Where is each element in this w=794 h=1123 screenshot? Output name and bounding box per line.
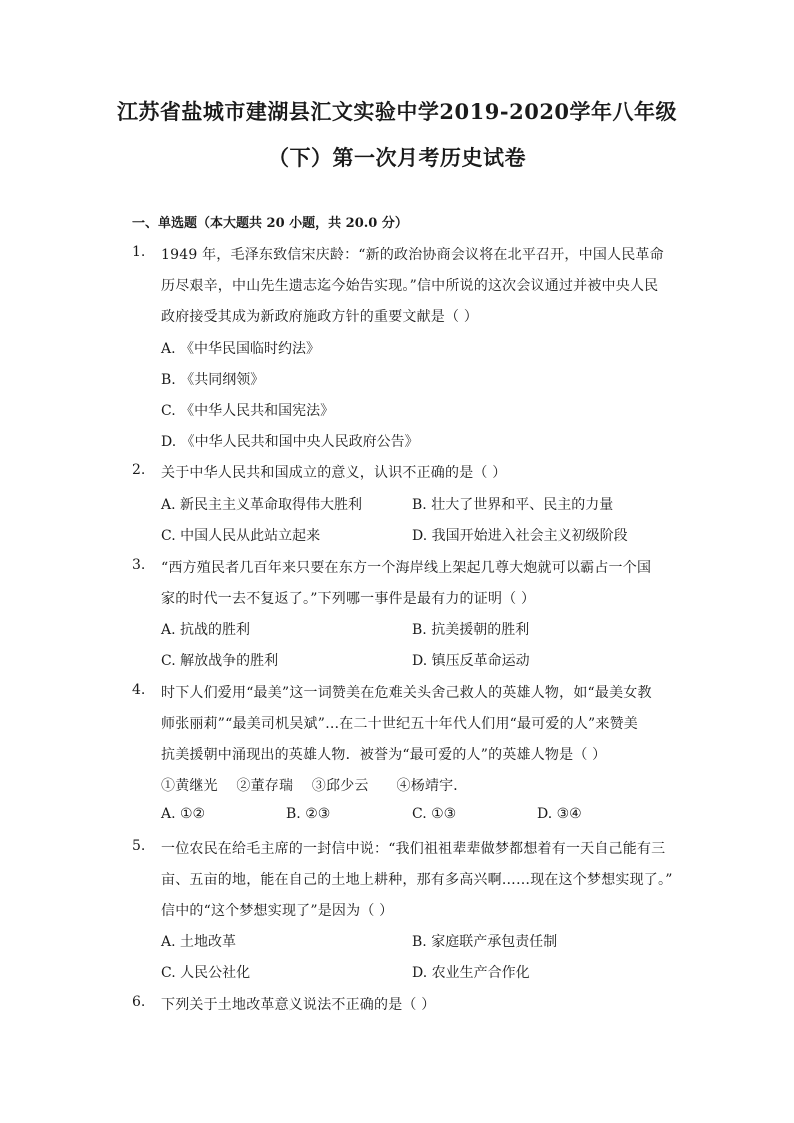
question-text-line: 1949 年，毛泽东致信宋庆龄：“新的政治协商会议将在北平召开，中国人民革命 (161, 247, 664, 263)
option-d: D. ③④ (537, 806, 582, 822)
option-b: B. 壮大了世界和平、民主的力量 (412, 497, 614, 513)
option-c: C. 解放战争的胜利 (161, 653, 279, 669)
question-text-line: 关于中华人民共和国成立的意义，认识不正确的是（ ） (161, 465, 507, 481)
question-number: 5. (132, 838, 146, 854)
option-a: A. 新民主主义革命取得伟大胜利 (161, 497, 363, 513)
option-c: C. 《中华人民共和国宪法》 (161, 403, 335, 419)
option-a: A. 土地改革 (161, 934, 237, 950)
question-text-line: 时下人们爱用“最美”这一词赞美在危难关头舍己救人的英雄人物，如“最美女教 (161, 685, 652, 701)
option-d: D. 我国开始进入社会主义初级阶段 (412, 528, 628, 544)
question-text-line: 抗美援朝中涌现出的英雄人物．被誉为“最可爱的人”的英雄人物是（ ） (161, 747, 607, 763)
question-text-line: ①黄继光 ②董存瑞 ③邱少云 ④杨靖宇． (161, 778, 468, 794)
exam-title-line-2: （下）第一次月考历史试卷 (268, 145, 526, 170)
option-a: A. 《中华民国临时约法》 (161, 341, 321, 357)
question-text-line: 家的时代一去不复返了。”下列哪一事件是最有力的证明（ ） (161, 591, 536, 607)
question-text-line: 一位农民在给毛主席的一封信中说：“我们祖祖辈辈做梦都想着有一天自己能有三 (161, 841, 666, 857)
question-number: 2. (132, 462, 146, 478)
option-d: D. 农业生产合作化 (412, 965, 530, 981)
question-text-line: 政府接受其成为新政府施政方针的重要文献是（ ） (161, 309, 479, 325)
option-c: C. 中国人民从此站立起来 (161, 528, 321, 544)
option-d: D. 镇压反革命运动 (412, 653, 530, 669)
option-c: C. 人民公社化 (161, 965, 251, 981)
section-heading: 一、单选题（本大题共 20 小题，共 20.0 分） (132, 216, 408, 231)
question-text-line: “西方殖民者几百年来只要在东方一个海岸线上架起几尊大炮就可以霸占一个国 (161, 560, 652, 576)
question-number: 4. (132, 682, 146, 698)
exam-title-line-1: 江苏省盐城市建湖县汇文实验中学2019-2020学年八年级 (116, 99, 678, 124)
question-text-line: 历尽艰辛，中山先生遗志迄今始告实现。”信中所说的这次会议通过并被中央人民 (161, 278, 659, 294)
option-a: A. 抗战的胜利 (161, 622, 251, 638)
option-b: B. 抗美援朝的胜利 (412, 622, 530, 638)
option-a: A. ①② (161, 806, 206, 822)
option-d: D. 《中华人民共和国中央人民政府公告》 (161, 434, 419, 450)
question-text-line: 信中的“这个梦想实现了”是因为（ ） (161, 903, 394, 919)
option-c: C. ①③ (412, 806, 457, 822)
question-number: 6. (132, 994, 146, 1010)
question-number: 3. (132, 557, 146, 573)
question-text-line: 师张丽莉”“最美司机吴斌”…在二十世纪五十年代人们用“最可爱的人”来赞美 (161, 716, 638, 732)
option-b: B. 《共同纲领》 (161, 372, 265, 388)
option-b: B. 家庭联产承包责任制 (412, 934, 558, 950)
question-text-line: 亩、五亩的地，能在自己的土地上耕种，那有多高兴啊……现在这个梦想实现了。” (161, 872, 673, 888)
option-b: B. ②③ (286, 806, 331, 822)
question-number: 1. (132, 244, 146, 260)
question-text-line: 下列关于土地改革意义说法不正确的是（ ） (161, 997, 436, 1013)
